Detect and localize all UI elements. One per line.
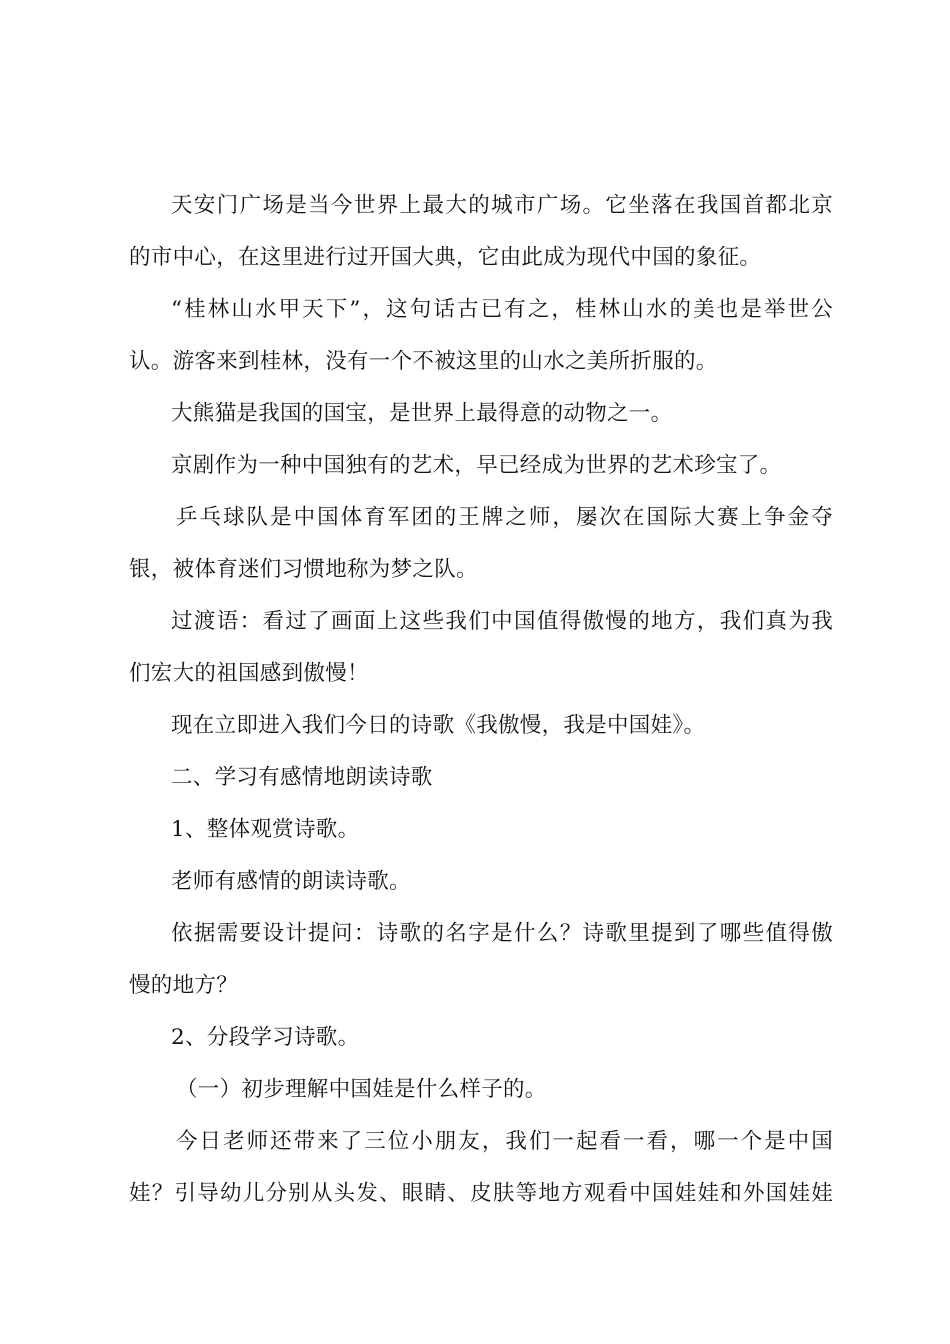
paragraph-line: 过渡语：看过了画面上这些我们中国值得傲慢的地方，我们真为我 (171, 609, 833, 634)
paragraph-line: 银，被体育迷们习惯地称为梦之队。 (129, 557, 478, 582)
paragraph-line: 娃？引导幼儿分别从头发、眼睛、皮肤等地方观看中国娃娃和外国娃娃 (129, 1181, 833, 1206)
paragraph-line: 依据需要设计提问：诗歌的名字是什么？诗歌里提到了哪些值得傲 (171, 921, 833, 946)
paragraph-line: 京剧作为一种中国独有的艺术，早已经成为世界的艺术珍宝了。 (171, 453, 782, 478)
paragraph-line: 今日老师还带来了三位小朋友，我们一起看一看，哪一个是中国 (176, 1129, 833, 1154)
paragraph-line: 们宏大的祖国感到傲慢！ (129, 661, 369, 686)
subsection-heading: 1、整体观赏诗歌。 (171, 817, 360, 842)
subsection-heading: 2、分段学习诗歌。 (171, 1025, 360, 1050)
section-heading: 二、学习有感情地朗读诗歌 (171, 765, 433, 790)
subsection-heading: （一）初步理解中国娃是什么样子的。 (176, 1077, 547, 1102)
paragraph-line: 天安门广场是当今世界上最大的城市广场。它坐落在我国首都北京 (171, 193, 833, 218)
paragraph-line: 认。游客来到桂林，没有一个不被这里的山水之美所折服的。 (129, 349, 718, 374)
paragraph-line: 大熊猫是我国的国宝，是世界上最得意的动物之一。 (171, 401, 673, 426)
paragraph-line: 老师有感情的朗读诗歌。 (171, 869, 411, 894)
paragraph-line: 乒乓球队是中国体育军团的王牌之师，屡次在国际大赛上争金夺 (176, 505, 833, 530)
paragraph-line: “桂林山水甲天下”，这句话古已有之，桂林山水的美也是举世公 (171, 297, 833, 322)
paragraph-line: 现在立即进入我们今日的诗歌《我傲慢，我是中国娃》。 (171, 713, 706, 738)
paragraph-line: 慢的地方？ (129, 973, 239, 998)
paragraph-line: 的市中心，在这里进行过开国大典，它由此成为现代中国的象征。 (129, 245, 762, 270)
